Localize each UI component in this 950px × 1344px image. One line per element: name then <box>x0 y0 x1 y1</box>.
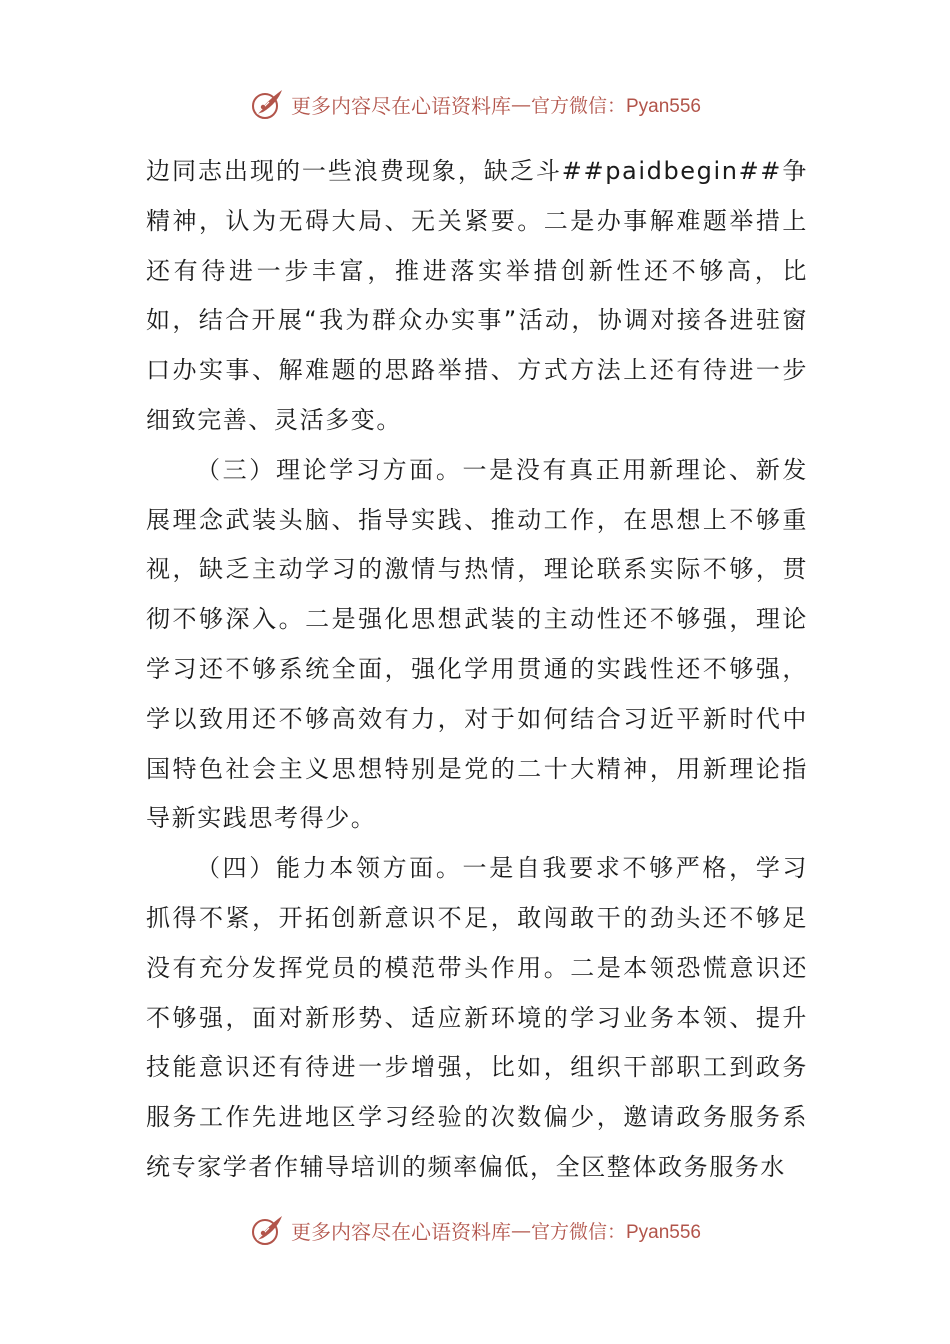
banner-text: 更多内容尽在心语资料库 <box>290 93 511 118</box>
paragraph-theory-study: （三）理论学习方面。一是没有真正用新理论、新发展理念武装头脑、指导实践、推动工作，在思想上不够重视，缺乏主动学习的激情与热情，理论联系实际不够，贯彻不够深入。二是强化思想武装的主动性还不够强，理论学习还不够系统全面，强化学用贯通的实践性还不够强，学以致用还不够高效有力，对于如何结合习近平新时代中国特色社会主义思想特别是党的二十大精神，用新理论指导新实践思考得少。 <box>146 455 808 833</box>
paragraph-ability: （四）能力本领方面。一是自我要求不够严格，学习抓得不紧，开拓创新意识不足，敢闯敢干的劲头还不够足没有充分发挥党员的模范带头作用。二是本领恐慌意识还不够强，面对新形势、适应新环境的学习业务本领、提升技能意识还有待进一步增强，比如，组织干部职工到政务服务工作先进地区学习经验的次数偏少，邀请政务服务系统专家学者作辅导培训的频率偏低，全区整体政务服务水 <box>146 854 808 1181</box>
paragraph-continuation: 边同志出现的一些浪费现象，缺乏斗##paidbegin##争精神，认为无碍大局、无关紧要。二是办事解难题举措上还有待进一步丰富，推进落实举措创新性还不够高，比如，结合开展“我为群众办实事”活动，协调对接各进驻窗口办实事、解难题的思路举措、方式方法上还有待进一步细致完善、灵活多变。 <box>146 157 808 434</box>
header-banner <box>0 82 950 126</box>
banner-wechat: 官方微信：Pyan556 <box>530 95 701 117</box>
banner-wechat: 官方微信：Pyan556 <box>530 1221 701 1243</box>
document-body <box>146 147 808 1193</box>
quill-pen-logo-icon <box>249 86 285 122</box>
quill-pen-logo-icon <box>249 1212 285 1248</box>
banner-dash: — <box>510 1218 531 1242</box>
banner-text: 更多内容尽在心语资料库 <box>290 1219 511 1244</box>
footer-banner <box>0 1208 950 1252</box>
banner-dash: — <box>510 92 531 116</box>
